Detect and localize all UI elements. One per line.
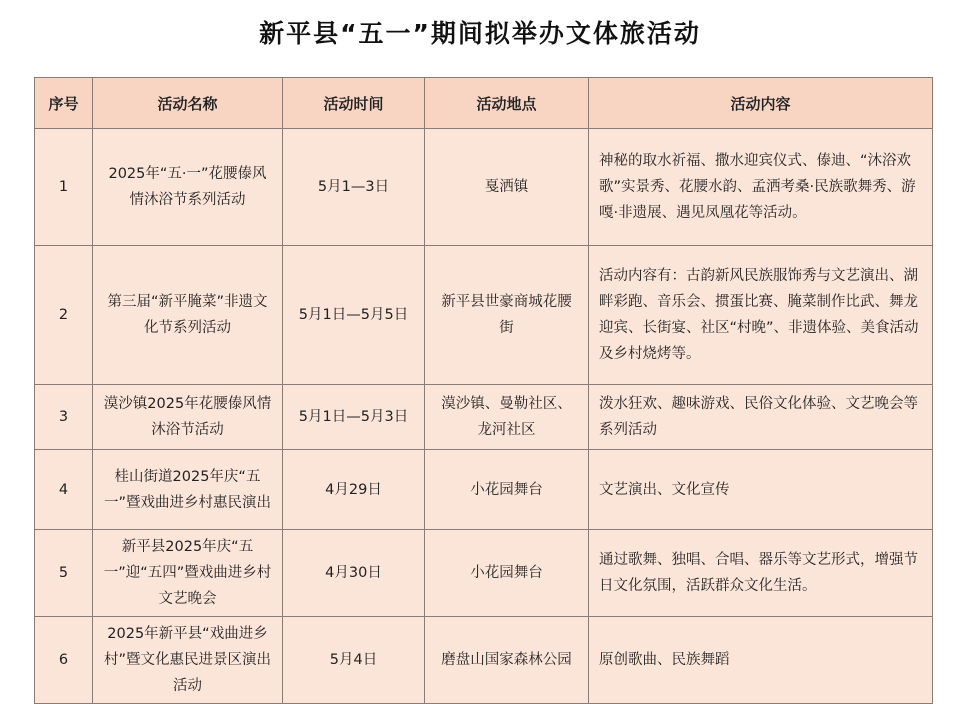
row-activity-content: 原创歌曲、民族舞蹈 bbox=[589, 617, 933, 704]
table-row bbox=[35, 129, 933, 246]
row-index: 6 bbox=[35, 617, 93, 704]
page-title: 新平县“五一”期间拟举办文体旅活动 bbox=[259, 19, 701, 48]
table-row bbox=[35, 246, 933, 385]
row-activity-time: 5月1日—5月5日 bbox=[283, 246, 425, 385]
row-activity-place: 戛洒镇 bbox=[425, 129, 589, 246]
row-index: 5 bbox=[35, 530, 93, 617]
header-time: 活动时间 bbox=[283, 78, 425, 129]
row-activity-place: 漠沙镇、曼勒社区、龙河社区 bbox=[425, 385, 589, 450]
row-activity-name: 2025年新平县“戏曲进乡村”暨文化惠民进景区演出活动 bbox=[93, 617, 283, 704]
row-activity-content: 神秘的取水祈福、撒水迎宾仪式、傣迪、“沐浴欢歌”实景秀、花腰水韵、孟洒考桑·民族歌舞秀、游嘎·非遗展、遇见凤凰花等活动。 bbox=[589, 129, 933, 246]
row-activity-time: 5月1—3日 bbox=[283, 129, 425, 246]
row-activity-name: 新平县2025年庆“五一”迎“五四”暨戏曲进乡村文艺晚会 bbox=[93, 530, 283, 617]
row-index: 2 bbox=[35, 246, 93, 385]
header-place: 活动地点 bbox=[425, 78, 589, 129]
row-activity-name: 2025年“五·一”花腰傣风情沐浴节系列活动 bbox=[93, 129, 283, 246]
row-index: 3 bbox=[35, 385, 93, 450]
header-index: 序号 bbox=[35, 78, 93, 129]
row-activity-time: 4月30日 bbox=[283, 530, 425, 617]
row-activity-content: 活动内容有：古韵新风民族服饰秀与文艺演出、湖畔彩跑、音乐会、掼蛋比赛、腌菜制作比武、舞龙迎宾、长街宴、社区“村晚”、非遗体验、美食活动及乡村烧烤等。 bbox=[589, 246, 933, 385]
header-content: 活动内容 bbox=[589, 78, 933, 129]
row-index: 4 bbox=[35, 450, 93, 530]
row-activity-name: 漠沙镇2025年花腰傣风情沐浴节活动 bbox=[93, 385, 283, 450]
row-activity-place: 磨盘山国家森林公园 bbox=[425, 617, 589, 704]
table-row bbox=[35, 530, 933, 617]
table-row bbox=[35, 450, 933, 530]
table-row bbox=[35, 617, 933, 704]
row-activity-time: 5月4日 bbox=[283, 617, 425, 704]
table-row bbox=[35, 385, 933, 450]
row-index: 1 bbox=[35, 129, 93, 246]
row-activity-name: 第三届“新平腌菜”非遗文化节系列活动 bbox=[93, 246, 283, 385]
activity-table bbox=[34, 77, 933, 704]
row-activity-place: 小花园舞台 bbox=[425, 450, 589, 530]
header-name: 活动名称 bbox=[93, 78, 283, 129]
row-activity-content: 文艺演出、文化宣传 bbox=[589, 450, 933, 530]
row-activity-time: 4月29日 bbox=[283, 450, 425, 530]
row-activity-name: 桂山街道2025年庆“五一”暨戏曲进乡村惠民演出 bbox=[93, 450, 283, 530]
row-activity-place: 小花园舞台 bbox=[425, 530, 589, 617]
row-activity-place: 新平县世豪商城花腰街 bbox=[425, 246, 589, 385]
table-header-row bbox=[35, 78, 933, 129]
row-activity-content: 通过歌舞、独唱、合唱、器乐等文艺形式，增强节日文化氛围，活跃群众文化生活。 bbox=[589, 530, 933, 617]
row-activity-content: 泼水狂欢、趣味游戏、民俗文化体验、文艺晚会等系列活动 bbox=[589, 385, 933, 450]
row-activity-time: 5月1日—5月3日 bbox=[283, 385, 425, 450]
